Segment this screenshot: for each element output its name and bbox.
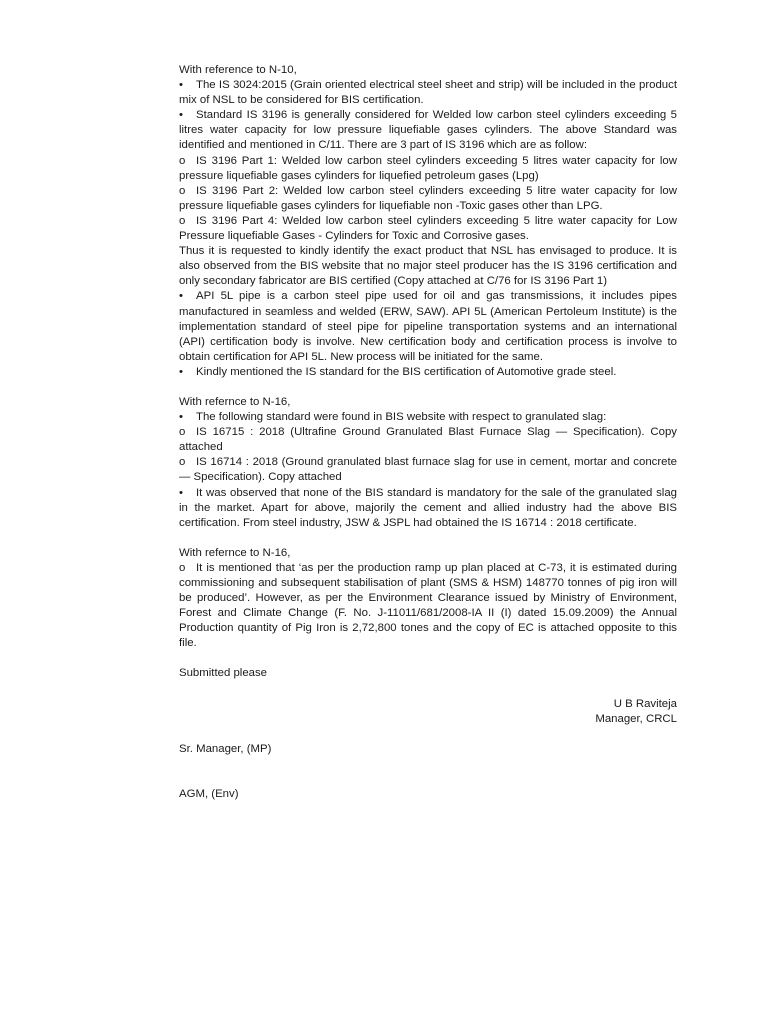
sub-bullet-marker: o [179, 214, 186, 227]
bullet-marker: • [179, 290, 183, 303]
list-item-text: It is mentioned that ‘as per the production ramp up plan placed at C-73, it is estimated during commissioning and subsequent stabilisation of plant (SMS & HSM) 148770 tonnes of pig iron will be produced’. However, as per the Environment Clearance issued by Ministry of Environment, Forest and Climate Change (F. No. J-11011/681/2008-IA II (I) dated 15.09.2009) the Annual Production quantity of Pig Iron is 2,72,800 tones and the copy of EC is attached opposite to this file. [179, 561, 677, 650]
list-item [179, 289, 677, 364]
list-item-text: The IS 3024:2015 (Grain oriented electrical steel sheet and strip) will be included in the product mix of NSL to be considered for BIS certification. [179, 79, 677, 107]
bullet-marker: • [179, 411, 183, 424]
list-item [179, 486, 677, 531]
list-item [179, 561, 677, 652]
signatory-name: U B Raviteja [613, 697, 677, 710]
list-item-text: IS 3196 Part 1: Welded low carbon steel cylinders exceeding 5 litres water capacity for low pressure liquefiable gases cylinders for liquefied petroleum gases (Lpg) [179, 154, 677, 182]
list-item-text: IS 3196 Part 4: Welded low carbon steel cylinders exceeding 5 litre water capacity for Low Pressure liquefiable Gases - Cylinders for Toxic and Corrosive gases. [179, 214, 677, 243]
list-item [179, 365, 677, 380]
list-item-text: Kindly mentioned the IS standard for the BIS certification of Automotive grade steel. [196, 365, 617, 378]
sub-bullet-marker: o [179, 426, 186, 439]
sub-bullet-marker: o [179, 561, 186, 574]
list-item [179, 154, 677, 184]
signatory-designation: Manager, CRCL [595, 712, 677, 725]
spacer [179, 757, 677, 787]
list-item [179, 214, 677, 244]
section-1-intro: With reference to N-10, [179, 64, 297, 76]
list-item-text: IS 16715 : 2018 (Ultrafine Ground Granulated Blast Furnace Slag — Specification). Copy attached [179, 426, 677, 454]
list-item [179, 184, 677, 214]
sub-bullet-marker: o [179, 456, 186, 469]
sub-bullet-marker: o [179, 184, 186, 197]
list-item-text: IS 3196 Part 2: Welded low carbon steel cylinders exceeding 5 litre water capacity for low pressure liquefiable gases cylinders for liquefiable non -Toxic gases other than LPG. [179, 184, 677, 212]
recipient-1: Sr. Manager, (MP) [179, 742, 272, 755]
list-item [179, 78, 677, 108]
submitted-note: Submitted please [179, 667, 268, 680]
section-1-closing: Thus it is requested to kindly identify the exact product that NSL has envisaged to produce. It is also observed from the BIS website that no major steel producer has the IS 3196 certification and only secondary fabricator are BIS certified (Copy attached at C/76 for IS 3196 Part 1) [179, 245, 677, 288]
list-item-text: It was observed that none of the BIS standard is mandatory for the sale of the granulated slag in the market. Apart for above, majorily the cement and allied industry had the above BIS certification. From steel industry, JSW & JSPL had obtained the IS 16714 : 2018 certificate. [179, 486, 677, 529]
list-item [179, 108, 677, 153]
spacer [179, 380, 677, 395]
spacer [179, 682, 677, 697]
list-item-text: The following standard were found in BIS website with respect to granulated slag: [196, 411, 607, 424]
list-item [179, 425, 677, 455]
sub-bullet-marker: o [179, 154, 186, 167]
bullet-marker: • [179, 79, 183, 92]
spacer [179, 651, 677, 666]
list-item-text: Standard IS 3196 is generally considered for Welded low carbon steel cylinders exceeding 5 litres water capacity for low pressure liquefiable gases cylinders. The above Standard was identified and mentioned in C/11. There are 3 part of IS 3196 which are as follow: [179, 109, 677, 152]
recipient-2: AGM, (Env) [179, 787, 239, 800]
spacer [179, 727, 677, 742]
list-item [179, 410, 677, 425]
spacer [179, 531, 677, 546]
list-item-text: IS 16714 : 2018 (Ground granulated blast furnace slag for use in cement, mortar and concrete — Specification). Copy attached [179, 456, 677, 484]
document-page [179, 63, 677, 802]
list-item [179, 455, 677, 485]
bullet-marker: • [179, 109, 183, 122]
bullet-marker: • [179, 365, 183, 378]
bullet-marker: • [179, 486, 183, 499]
section-3-intro: With refernce to N-16, [179, 546, 291, 559]
section-2-intro: With refernce to N-16, [179, 395, 291, 408]
list-item-text: API 5L pipe is a carbon steel pipe used for oil and gas transmissions, it includes pipes manufactured in seamless and welded (ERW, SAW). API 5L (American Pertoleum Institute) is the implementation standard of steel pipe for pipeline transportation systems and an international (API) certification body is involve. New certification body and certification process is involve to obtain certification for API 5L. New process will be initiated for the same. [179, 290, 677, 363]
